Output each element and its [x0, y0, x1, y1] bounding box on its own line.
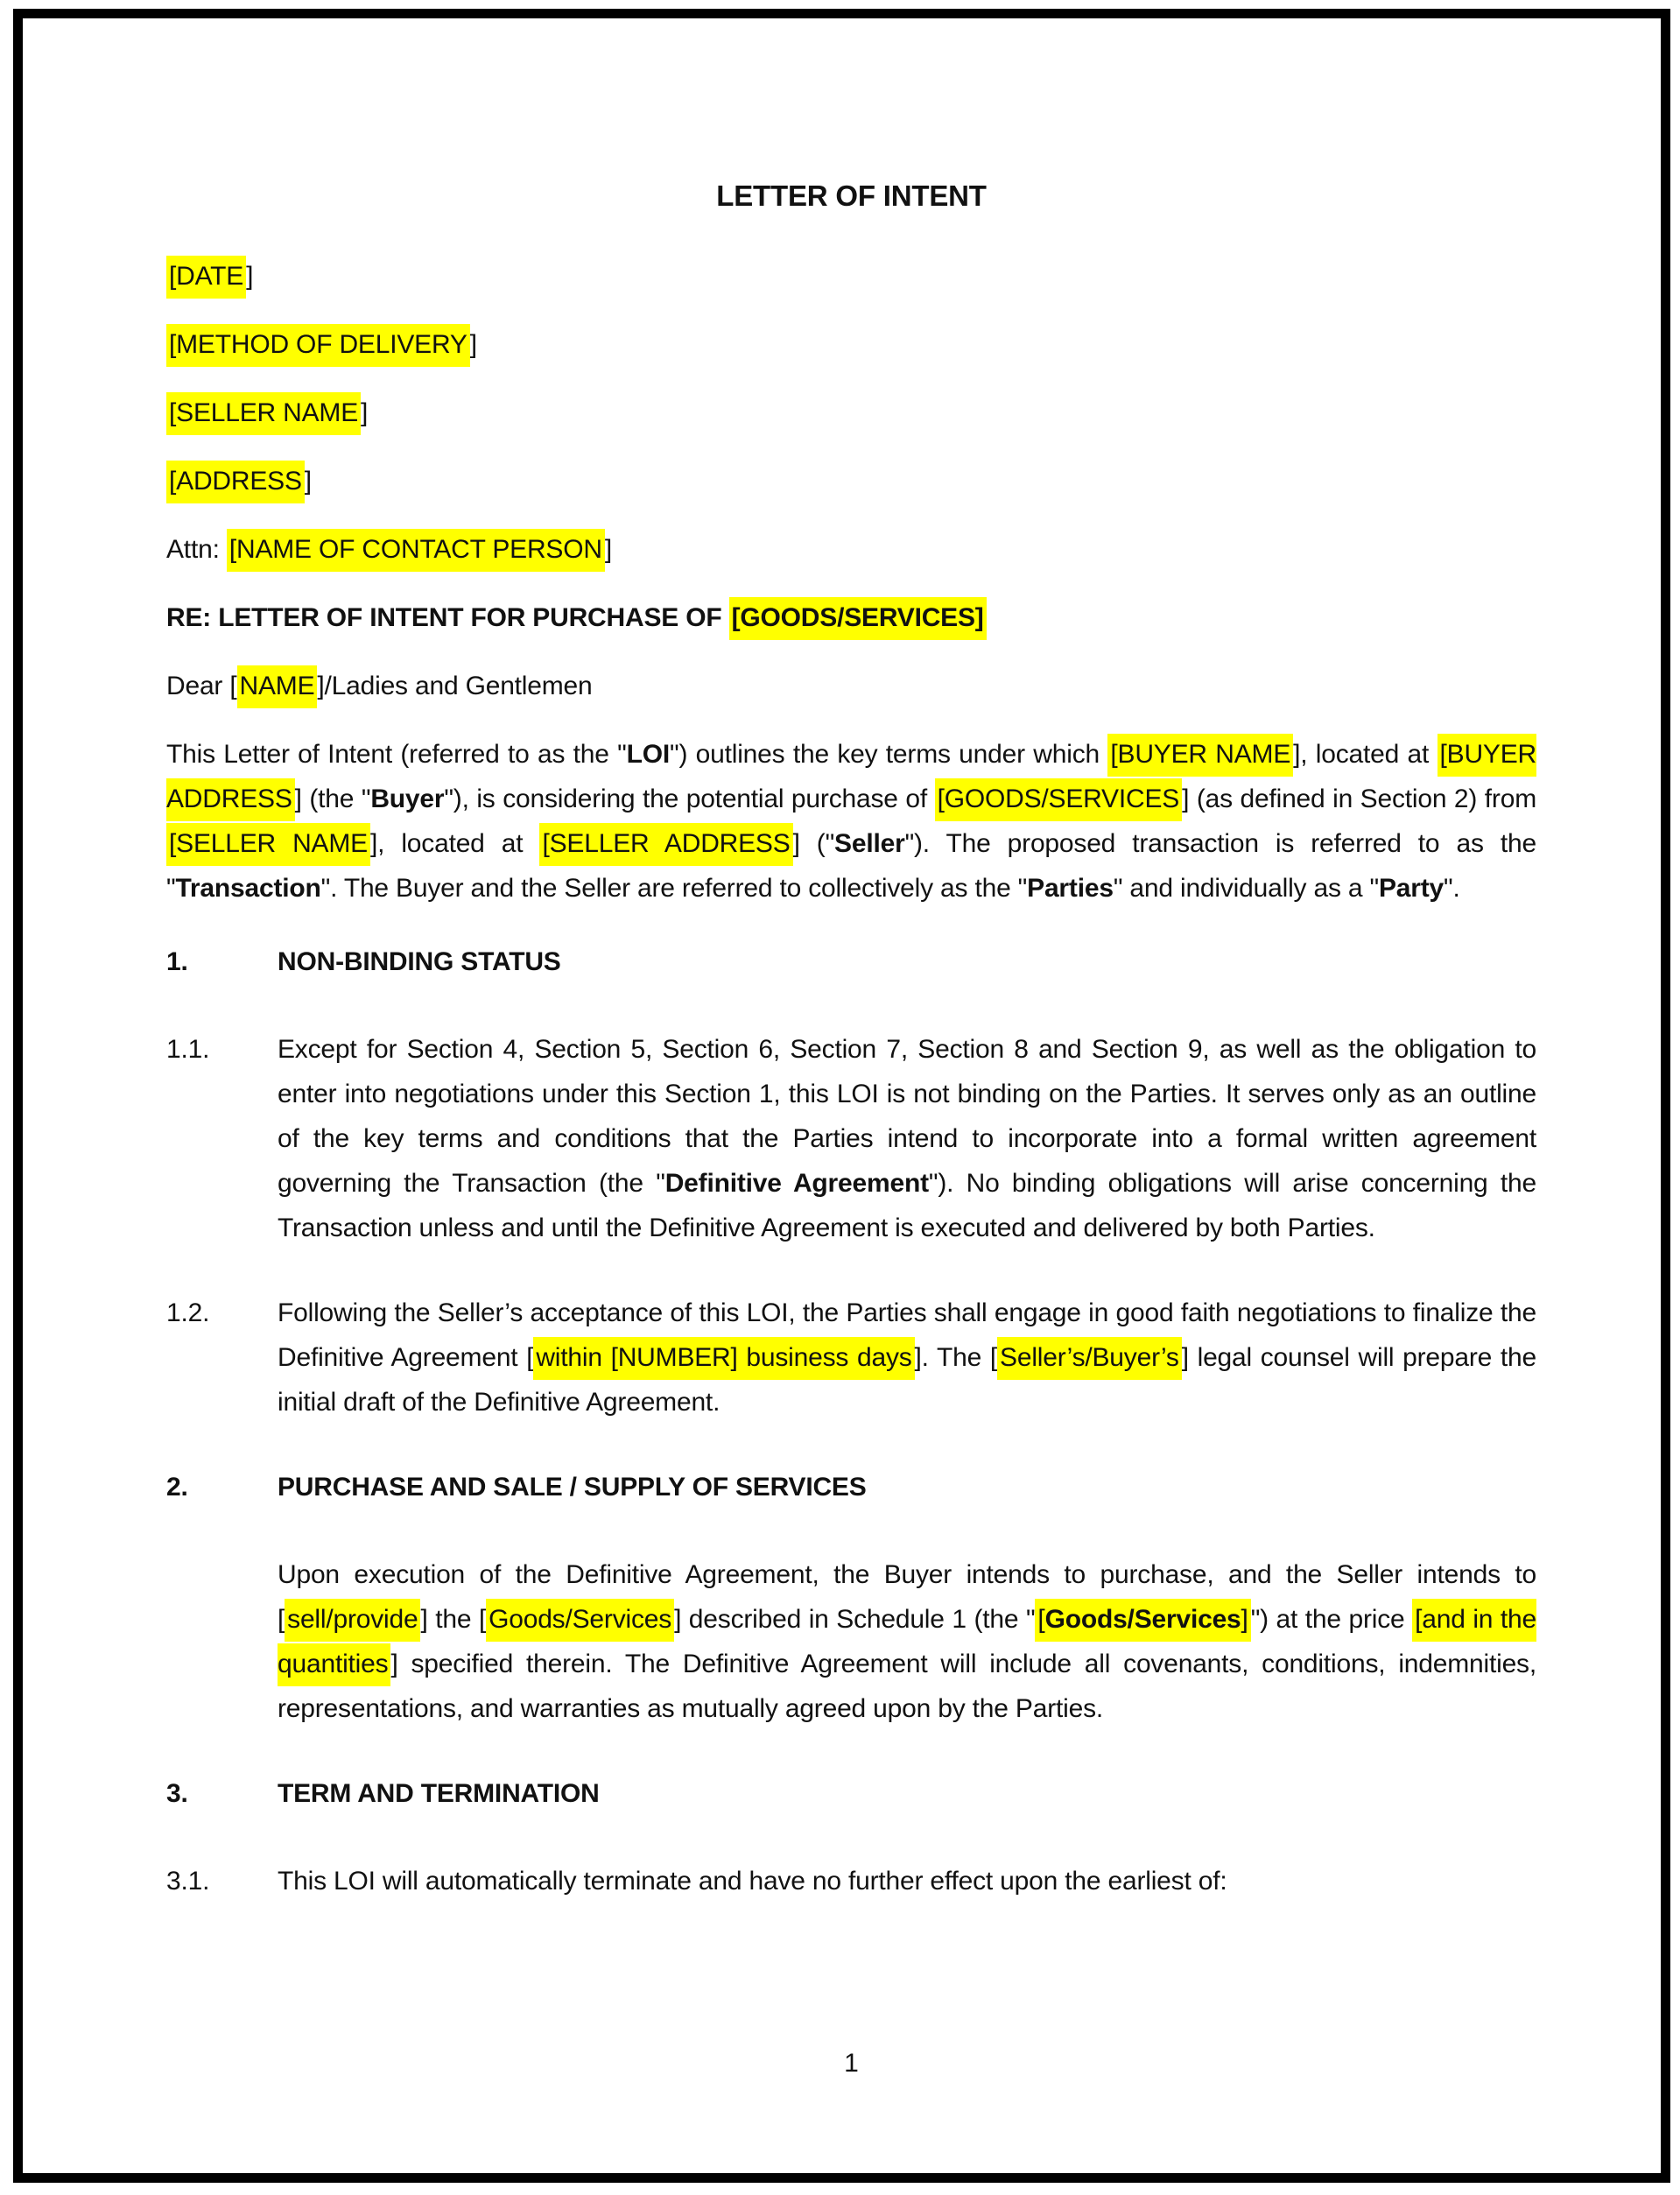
delivery-line [166, 322, 1536, 368]
date-line [166, 254, 1536, 299]
placeholder-goods-services-subject: [GOODS/SERVICES] [729, 597, 987, 640]
intro-text: "). The proposed transaction is referred to as the " [166, 829, 1536, 903]
clause-1-2 [166, 1291, 1536, 1425]
intro-text: ] (as defined in Section 2) from [1182, 784, 1536, 813]
section-2-heading [166, 1465, 1536, 1509]
clause-1-2-text [278, 1291, 1536, 1425]
bracket: ] [1241, 1605, 1248, 1634]
term-definitive-agreement: Definitive Agreement [664, 1169, 929, 1198]
clause-3-1-number: 3.1. [166, 1867, 210, 1896]
placeholder-buyer-address: [BUYER ADDRESS [166, 734, 1536, 821]
re-subject-text: RE: LETTER OF INTENT FOR PURCHASE OF [166, 603, 729, 632]
attn-line [166, 527, 1536, 573]
term-buyer: Buyer [370, 784, 445, 813]
intro-paragraph [166, 732, 1536, 911]
section-2-title: PURCHASE AND SALE / SUPPLY OF SERVICES [278, 1473, 867, 1502]
attn-label: Attn: [166, 535, 227, 564]
address-line [166, 459, 1536, 504]
placeholder-address: [ADDRESS [166, 461, 305, 503]
clause-2-number-empty [166, 1552, 278, 1731]
clause-text: ] the [ [420, 1605, 487, 1634]
section-2-number: 2. [166, 1473, 188, 1502]
placeholder-seller-address: [SELLER ADDRESS [539, 823, 792, 866]
re-subject-line [166, 595, 1536, 641]
clause-text: ") at the price [1250, 1605, 1413, 1634]
intro-text: ". The Buyer and the Seller are referred to collectively as the " [320, 874, 1028, 903]
clause-text: ]. The [ [914, 1343, 998, 1372]
placeholder-sell-provide: sell/provide [285, 1599, 420, 1642]
seller-name-line [166, 390, 1536, 436]
salutation-line [166, 664, 1536, 709]
salutation-prefix: Dear [ [166, 672, 237, 700]
placeholder-seller-name: [SELLER NAME [166, 823, 370, 866]
placeholder-buyer-name: [BUYER NAME [1107, 734, 1293, 777]
placeholder-goods-services-defined [1035, 1599, 1250, 1642]
intro-text: ". [1444, 874, 1460, 903]
date-line-suffix: ] [246, 262, 254, 291]
term-goods-services: Goods/Services [1044, 1605, 1241, 1634]
page-number: 1 [844, 2049, 859, 2078]
salutation-suffix: ]/Ladies and Gentlemen [317, 672, 593, 700]
section-1-number: 1. [166, 947, 188, 976]
intro-text: ], located at [1293, 740, 1437, 769]
placeholder-method-of-delivery: [METHOD OF DELIVERY [166, 324, 470, 367]
intro-text: ] (" [792, 829, 835, 858]
intro-text: "), is considering the potential purchase of [444, 784, 935, 813]
intro-text: ], located at [369, 829, 540, 858]
placeholder-goods-services: Goods/Services [486, 1599, 674, 1642]
delivery-line-suffix: ] [469, 330, 477, 359]
clause-1-1-text [278, 1027, 1536, 1250]
attn-line-suffix: ] [604, 535, 612, 564]
placeholder-goods-services: [GOODS/SERVICES [935, 778, 1183, 821]
term-loi: LOI [626, 740, 671, 769]
intro-text: ] (the " [294, 784, 371, 813]
clause-2-text [278, 1552, 1536, 1731]
address-line-suffix: ] [304, 467, 312, 496]
clause-text: Following the Seller’s acceptance of this LOI, the Parties shall engage in good faith negotiations to finalize the Definitive Agreement [ [278, 1298, 1536, 1372]
intro-text: ") outlines the key terms under which [670, 740, 1108, 769]
term-party: Party [1378, 874, 1445, 903]
term-parties: Parties [1027, 874, 1114, 903]
document-title: LETTER OF INTENT [716, 179, 987, 212]
section-1-heading [166, 939, 1536, 984]
placeholder-number-business-days: within [NUMBER] business days [533, 1337, 914, 1380]
clause-3-1 [166, 1859, 1536, 1903]
document-content [166, 173, 1536, 1944]
bracket: [ [1037, 1605, 1045, 1634]
section-3-title: TERM AND TERMINATION [278, 1779, 600, 1808]
clause-2-paragraph [166, 1552, 1536, 1731]
clause-text: ] legal counsel will prepare the initial draft of the Definitive Agreement. [278, 1343, 1536, 1417]
placeholder-name: NAME [237, 665, 318, 708]
clause-text: Except for Section 4, Section 5, Section 6, Section 7, Section 8 and Section 9, as well as the obligation to enter into negotiations under this Section 1, this LOI is not binding on the Parties. It serves only as an outline of the key terms and conditions that the Parties intend to incorporate into a formal written agreement governing the Transaction (the " [278, 1035, 1536, 1198]
placeholder-seller-name: [SELLER NAME [166, 392, 361, 435]
placeholder-quantities: [and in the quantities [278, 1599, 1536, 1686]
clause-text: Upon execution of the Definitive Agreement, the Buyer intends to purchase, and the Seller intends to [ [278, 1560, 1536, 1634]
placeholder-contact-person: [NAME OF CONTACT PERSON [227, 529, 605, 572]
clause-1-1-number: 1.1. [166, 1035, 210, 1064]
section-1-title: NON-BINDING STATUS [278, 947, 561, 976]
section-3-number: 3. [166, 1779, 188, 1808]
clause-1-2-number: 1.2. [166, 1298, 210, 1327]
clause-text: ] described in Schedule 1 (the " [674, 1605, 1036, 1634]
clause-text: ] specified therein. The Definitive Agreement will include all covenants, conditions, indemnities, representations, and warranties as mutually agreed upon by the Parties. [278, 1650, 1536, 1723]
placeholder-sellers-buyers: Seller’s/Buyer’s [997, 1337, 1182, 1380]
section-3-heading [166, 1771, 1536, 1816]
term-transaction: Transaction [175, 874, 321, 903]
placeholder-date: [DATE [166, 256, 246, 299]
clause-3-1-text: This LOI will automatically terminate and have no further effect upon the earliest of: [278, 1867, 1227, 1896]
clause-1-1 [166, 1027, 1536, 1250]
term-seller: Seller [834, 829, 905, 858]
clause-text: "). No binding obligations will arise concerning the Transaction unless and until the Definitive Agreement is executed and delivered by both Parties. [278, 1169, 1536, 1242]
intro-text: This Letter of Intent (referred to as the " [166, 740, 627, 769]
seller-name-suffix: ] [361, 398, 369, 427]
intro-text: " and individually as a " [1113, 874, 1379, 903]
